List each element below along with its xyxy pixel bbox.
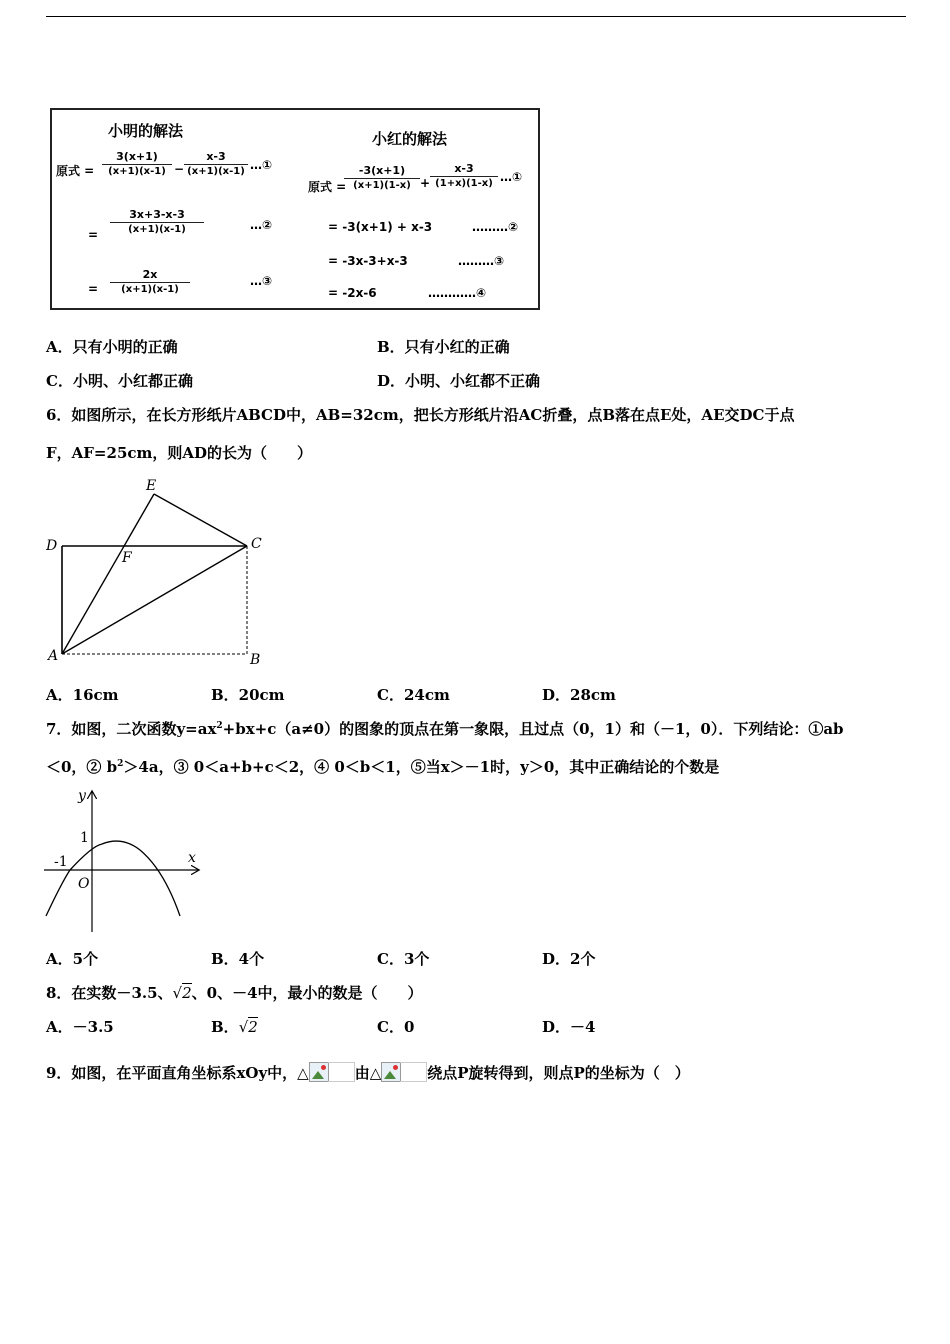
xm-step1: …① — [250, 158, 273, 172]
xm-frac3: 3x+3-x-3 (x+1)(x-1) — [110, 208, 204, 235]
xm-title: 小明的解法 — [108, 122, 184, 140]
q5-option-a: A．只有小明的正确 — [46, 338, 178, 356]
q6-text-line2: F，AF=25cm，则AD的长为（ ） — [46, 444, 313, 462]
xm-eq2: = — [88, 228, 99, 242]
xh-title: 小红的解法 — [372, 130, 448, 148]
q7-option-c: C．3个 — [377, 950, 430, 968]
label-b: B — [250, 652, 261, 668]
origin-label: O — [78, 876, 90, 892]
xm-step3: …③ — [250, 274, 273, 288]
q6-option-b: B．20cm — [211, 686, 285, 704]
xh-frac2: x-3 (1+x)(1-x) — [430, 162, 498, 189]
q7-option-d: D．2个 — [542, 950, 596, 968]
q7-text-line2: ＜0，② $b^2>4a$，③ 0＜a+b+c＜2，④ 0＜b＜1，⑤当x＞－1时，y＞0，其中正确结论的个数是 — [46, 758, 720, 776]
xm-frac4: 2x (x+1)(x-1) — [110, 268, 190, 295]
q8-option-d: D．－4 — [542, 1018, 596, 1036]
label-d: D — [46, 538, 58, 554]
xh-step4: …………④ — [428, 286, 487, 300]
xh-step2: ………② — [472, 220, 519, 234]
q8-option-a: A．－3.5 — [46, 1018, 114, 1036]
label-a: A — [48, 648, 59, 664]
xm-minus: − — [174, 162, 185, 176]
q6-option-d: D．28cm — [542, 686, 616, 704]
q8-text: 8．在实数－3.5、√2、0、－4中，最小的数是（ ） — [46, 984, 423, 1002]
broken-image-icon — [309, 1062, 355, 1082]
q7-parabola-graph — [40, 786, 206, 936]
xh-frac1: -3(x+1) (x+1)(1-x) — [344, 164, 420, 191]
broken-image-icon — [381, 1062, 427, 1082]
q8-option-b: B．√2 — [211, 1018, 258, 1036]
q6-rectangle-fold-figure — [40, 476, 272, 670]
label-e: E — [146, 478, 157, 494]
xm-step2: …② — [250, 218, 273, 232]
q8-option-c: C．0 — [377, 1018, 415, 1036]
xh-lhs: 原式 = — [308, 180, 347, 194]
header-rule — [46, 16, 906, 17]
xh-row3: = -3x-3+x-3 — [328, 254, 408, 268]
axis-y-label: y — [78, 788, 86, 804]
xh-row4: = -2x-6 — [328, 286, 377, 300]
q7-text-line1: 7．如图，二次函数$y=ax^2+bx+c(a\ne 0)$的图象的顶点在第一象限，且过点（0，1）和（－1，0）．下列结论：①ab — [46, 720, 844, 738]
q7-option-b: B．4个 — [211, 950, 265, 968]
xh-step1: …① — [500, 170, 523, 184]
q9-text: 9．如图，在平面直角坐标系xOy中，△ 由△ 绕点P旋转得到，则点P的坐标为（ ） — [46, 1064, 690, 1082]
xm-frac1: 3(x+1) (x+1)(x-1) — [102, 150, 172, 177]
q6-option-c: C．24cm — [377, 686, 450, 704]
xh-row2: = -3(x+1) + x-3 — [328, 220, 433, 234]
tick-one: 1 — [80, 830, 89, 846]
tick-neg1: -1 — [54, 854, 68, 870]
q5-option-b: B．只有小红的正确 — [377, 338, 510, 356]
axis-x-label: x — [188, 850, 196, 866]
xm-lhs: 原式 = — [56, 164, 95, 178]
xm-frac2: x-3 (x+1)(x-1) — [184, 150, 248, 177]
q7-option-a: A．5个 — [46, 950, 99, 968]
handwritten-solution-image — [50, 108, 540, 310]
sqrt-symbol: √2 — [172, 984, 192, 1002]
xm-eq3: = — [88, 282, 99, 296]
q6-text-line1: 6．如图所示，在长方形纸片ABCD中，AB=32cm，把长方形纸片沿AC折叠，点B落在点E处，AE交DC于点 — [46, 406, 795, 424]
label-f: F — [122, 550, 132, 566]
q6-option-a: A．16cm — [46, 686, 119, 704]
sqrt-symbol: √2 — [238, 1018, 258, 1036]
xh-step3: ………③ — [458, 254, 505, 268]
q5-option-d: D．小明、小红都不正确 — [377, 372, 541, 390]
label-c: C — [251, 536, 262, 552]
q5-option-c: C．小明、小红都正确 — [46, 372, 193, 390]
xh-plus: + — [420, 176, 431, 190]
